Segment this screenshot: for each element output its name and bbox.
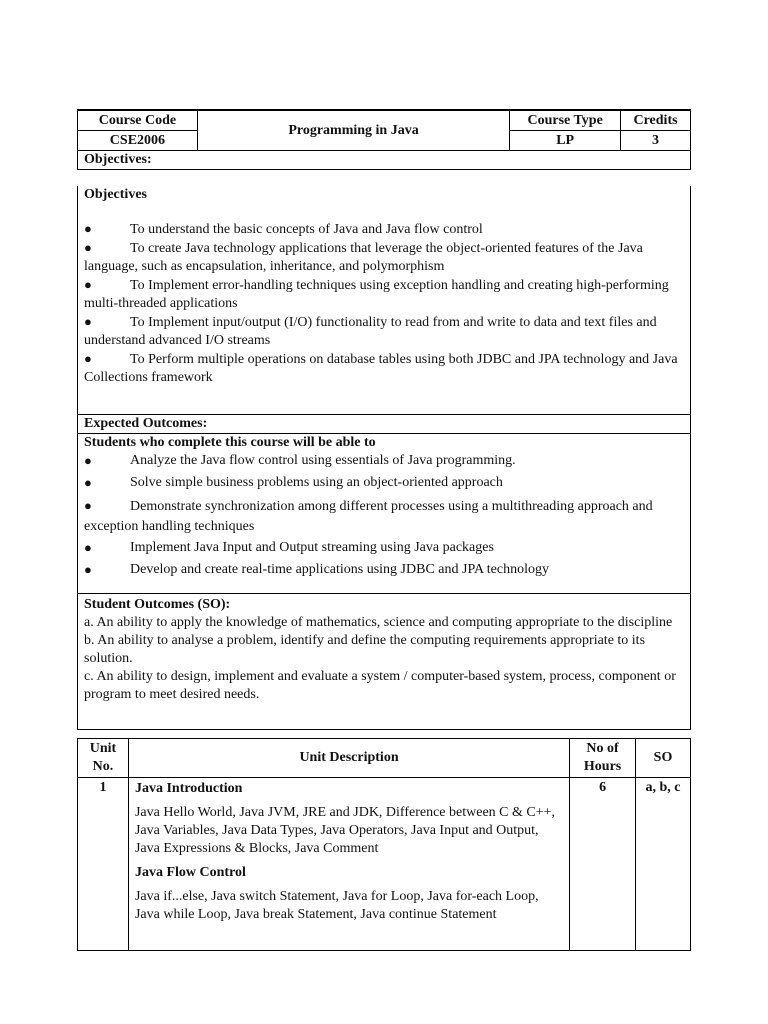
bullet-icon: ● bbox=[84, 475, 92, 490]
student-outcome-item: a. An ability to apply the knowledge of mathematics, science and computing appropriate to the discipline bbox=[84, 615, 673, 630]
objective-item: ● To Implement error-handling techniques using exception handling and creating high-performing multi-threaded applications bbox=[84, 277, 669, 311]
units-header-row bbox=[78, 739, 691, 778]
outcome-item: ● Implement Java Input and Output streaming using Java packages bbox=[84, 540, 494, 555]
objective-item: ● To create Java technology applications that leverage the object-oriented features of the Java language, such as encapsulation, inheritance, and polymorphism bbox=[84, 240, 643, 274]
objective-item: ● To understand the basic concepts of Java and Java flow control bbox=[84, 221, 483, 237]
outcome-item: ● Develop and create real-time applications using JDBC and JPA technology bbox=[84, 562, 550, 577]
col-so: SO bbox=[636, 739, 691, 778]
course-type-label: Course Type bbox=[510, 111, 621, 131]
unit-so: a, b, c bbox=[636, 778, 691, 951]
unit-hours: 6 bbox=[570, 778, 636, 951]
objective-item: ● To Perform multiple operations on database tables using both JDBC and JPA technology and Java Collections framework bbox=[84, 351, 678, 385]
student-outcome-item: b. An ability to analyse a problem, identify and define the computing requirements appropriate to its solution. bbox=[84, 633, 646, 666]
objectives-heading-row bbox=[77, 151, 691, 170]
expected-outcomes-intro: Students who complete this course will be able to bbox=[84, 435, 376, 450]
bullet-icon: ● bbox=[84, 540, 92, 555]
expected-outcomes-heading-row bbox=[77, 415, 691, 434]
unit-description bbox=[128, 778, 569, 951]
expected-outcomes-section bbox=[77, 434, 691, 594]
outcome-item: ● Demonstrate synchronization among different processes using a multithreading approach and exception handling techniques bbox=[84, 498, 653, 534]
col-hours: No of Hours bbox=[570, 739, 636, 778]
course-document bbox=[77, 109, 691, 951]
objectives-section bbox=[77, 186, 691, 415]
credits-value: 3 bbox=[621, 131, 691, 151]
objectives-heading: Objectives: bbox=[84, 152, 152, 167]
units-section bbox=[77, 738, 691, 951]
bullet-icon: ● bbox=[84, 453, 92, 468]
objectives-subheading: Objectives bbox=[84, 187, 147, 202]
unit-number: 1 bbox=[78, 778, 129, 951]
student-outcome-item: c. An ability to design, implement and evaluate a system / computer-based system, process, component or program to meet desired needs. bbox=[84, 669, 676, 702]
student-outcomes-section bbox=[77, 594, 691, 730]
course-header bbox=[77, 109, 691, 151]
objective-item: ● To Implement input/output (I/O) functionality to read from and write to data and text files and understand advanced I/O streams bbox=[84, 314, 657, 348]
course-title: Programming in Java bbox=[197, 111, 509, 151]
outcome-item: ● Analyze the Java flow control using essentials of Java programming. bbox=[84, 453, 516, 468]
outcome-item: ● Solve simple business problems using an object-oriented approach bbox=[84, 475, 503, 490]
course-type-value: LP bbox=[510, 131, 621, 151]
bullet-icon: ● bbox=[84, 562, 92, 577]
unit-topic-description: Java Hello World, Java JVM, JRE and JDK, Difference between C & C++, Java Variables, Java Data Types, Java Operators, Java Input and Output, Java Expressions & Blocks, Java Comment bbox=[134, 805, 556, 856]
col-unit-description: Unit Description bbox=[128, 739, 569, 778]
course-code-value: CSE2006 bbox=[78, 131, 198, 151]
unit-topic-title: Java Introduction bbox=[134, 781, 243, 796]
unit-topic-title: Java Flow Control bbox=[134, 865, 246, 880]
units-table bbox=[77, 738, 691, 951]
unit-topic-description: Java if...else, Java switch Statement, Java for Loop, Java for-each Loop, Java while Loop, Java break Statement, Java continue Statement bbox=[134, 889, 539, 922]
course-code-label: Course Code bbox=[78, 111, 198, 131]
table-row bbox=[78, 778, 691, 951]
expected-outcomes-heading: Expected Outcomes: bbox=[84, 416, 208, 431]
col-unit-no: Unit No. bbox=[78, 739, 129, 778]
credits-label: Credits bbox=[621, 111, 691, 131]
student-outcomes-heading: Student Outcomes (SO): bbox=[84, 597, 231, 612]
course-header-table bbox=[77, 110, 691, 151]
